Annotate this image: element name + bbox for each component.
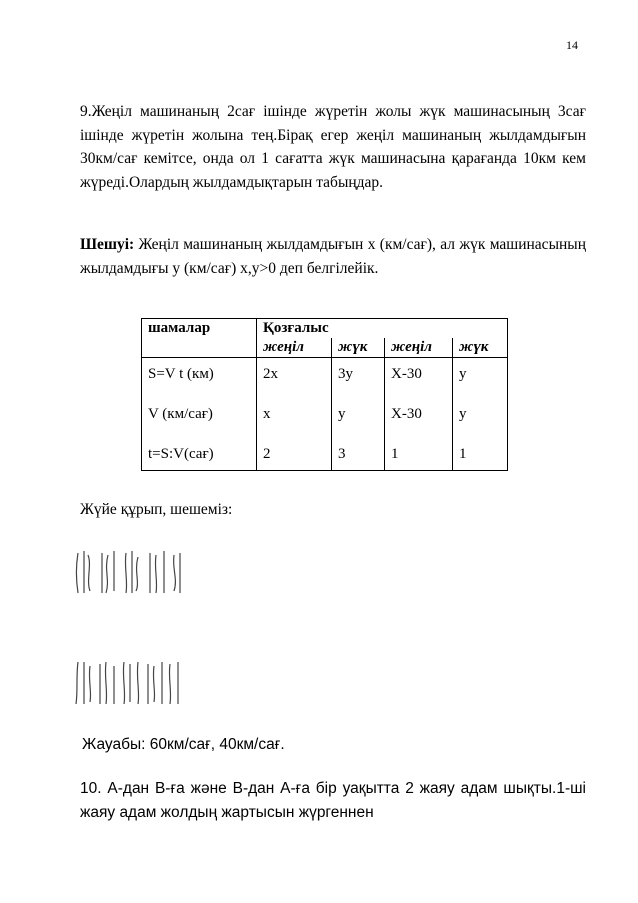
page-number: 14 — [566, 38, 578, 52]
table-row — [142, 358, 508, 471]
cell: y — [459, 366, 467, 382]
row-label-time: t=S:V(сағ) — [148, 446, 214, 462]
equation-system-image — [74, 545, 184, 595]
cell: x — [263, 406, 271, 422]
row-label-speed: V (км/сағ) — [148, 406, 213, 422]
row-label-distance: S=V t (км) — [148, 366, 214, 382]
motion-table — [141, 318, 508, 471]
cell: 1 — [391, 446, 399, 462]
cell: 2 — [263, 446, 271, 462]
table-subheader: жүк — [332, 338, 385, 358]
solution-label: Шешуі: — [80, 236, 135, 253]
cell: X-30 — [391, 366, 422, 382]
table-cell-col1 — [257, 358, 332, 471]
table-cell-col2 — [332, 358, 385, 471]
problem-10-text: 10. А-дан В-ға және В-дан А-ға бір уақытта 2 жаяу адам шықты.1-ші жаяу адам жолдың жартысын жүргеннен — [80, 780, 586, 821]
answer-text: Жауабы: 60км/сағ, 40км/сағ. — [82, 736, 285, 753]
table-subheader: жеңіл — [385, 338, 453, 358]
cell: y — [338, 406, 346, 422]
table-cell-col4 — [453, 358, 508, 471]
cell: y — [459, 406, 467, 422]
cell: 3 — [338, 446, 346, 462]
cell: X-30 — [391, 406, 422, 422]
table-subheader: жеңіл — [257, 338, 332, 358]
solution-paragraph — [80, 233, 586, 280]
system-label: Жүйе құрып, шешеміз: — [80, 501, 233, 518]
table-row-label — [142, 358, 257, 471]
table-subheader: жүк — [453, 338, 508, 358]
problem-9-text: 9.Жеңіл машинаның 2сағ ішінде жүретін жолы жүк машинасының 3сағ ішінде жүретін жолына тең.Бірақ егер жеңіл машинаның жылдамдығын 30км/сағ кемітсе, онда ол 1 сағатта жүк машинасына қарағанда 10км кем жүреді.Олардың жылдамдықтарын табыңдар. — [80, 103, 586, 191]
cell: 3y — [338, 366, 353, 382]
table-header-quantities: шамалар — [142, 319, 257, 358]
cell: 1 — [459, 446, 467, 462]
equation-solution-image — [74, 656, 184, 706]
table-header-motion: Қозғалыс — [257, 319, 508, 339]
solution-text: Жеңіл машинаның жылдамдығын x (км/сағ), ал жүк машинасының жылдамдығы y (км/сағ) x,y>0 деп белгілейік. — [80, 236, 586, 277]
cell: 2x — [263, 366, 278, 382]
table-cell-col3 — [385, 358, 453, 471]
